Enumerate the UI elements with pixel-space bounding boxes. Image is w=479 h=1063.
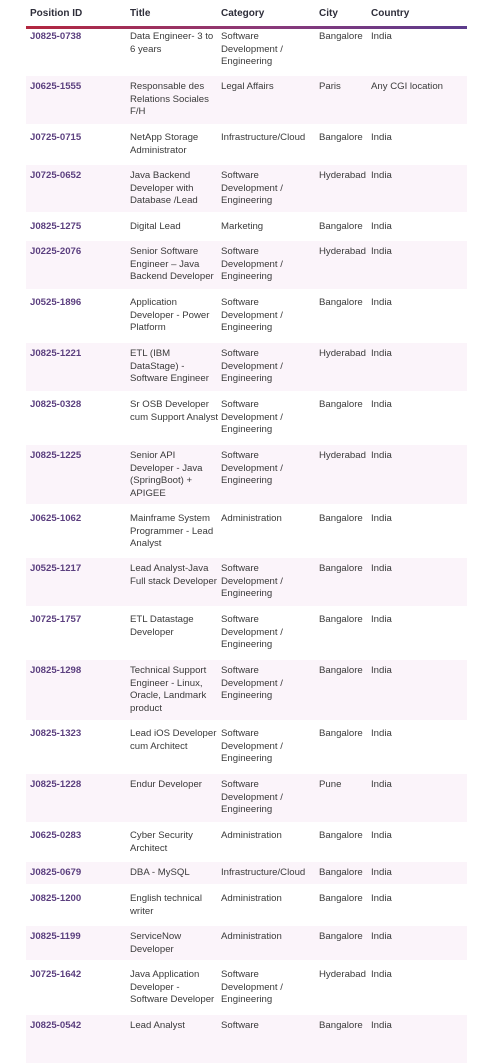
job-title: Data Engineer- 3 to 6 years	[130, 31, 214, 55]
job-title: Endur Developer	[130, 779, 202, 790]
job-title: English technical writer	[130, 893, 202, 917]
position-id-link[interactable]: J0825-1275	[30, 221, 82, 232]
table-row	[26, 888, 467, 922]
job-category: Software Development / Engineering	[221, 614, 283, 651]
job-country: India	[371, 297, 392, 308]
job-title: NetApp Storage Administrator	[130, 132, 199, 156]
position-id-link[interactable]: J0825-0679	[30, 867, 82, 878]
header-title[interactable]: Title	[130, 8, 151, 19]
job-city: Bangalore	[319, 893, 363, 904]
table-row	[26, 964, 467, 1012]
table-row	[26, 292, 467, 340]
job-category: Software Development / Engineering	[221, 348, 283, 385]
table-header	[26, 0, 467, 29]
job-city: Pune	[319, 779, 342, 790]
position-id-link[interactable]: J0225-2076	[30, 246, 82, 257]
job-category: Software Development / Engineering	[221, 563, 283, 600]
job-country: India	[371, 170, 392, 181]
job-title: Application Developer - Power Platform	[130, 297, 210, 334]
position-id-link[interactable]: J0625-1555	[30, 81, 82, 92]
job-country: India	[371, 221, 392, 232]
job-title: Responsable des Relations Sociales F/H	[130, 81, 209, 118]
job-category: Software Development / Engineering	[221, 399, 283, 436]
position-id-link[interactable]: J0725-0715	[30, 132, 82, 143]
job-city: Bangalore	[319, 399, 363, 410]
job-country: India	[371, 399, 392, 410]
table-row	[26, 343, 467, 391]
job-title: Java Application Developer - Software Developer	[130, 969, 215, 1006]
table-row	[26, 394, 467, 442]
job-title: DBA - MySQL	[130, 867, 190, 878]
table-row	[26, 774, 467, 822]
job-country: India	[371, 31, 392, 42]
table-row	[26, 76, 467, 124]
job-title: ServiceNow Developer	[130, 931, 182, 955]
position-id-link[interactable]: J0825-1199	[30, 931, 81, 942]
table-row	[26, 660, 467, 720]
job-category: Software Development / Engineering	[221, 246, 283, 283]
job-city: Hyderabad	[319, 348, 366, 359]
position-id-link[interactable]: J0525-1217	[30, 563, 82, 574]
job-city: Bangalore	[319, 1020, 363, 1031]
position-id-link[interactable]: J0825-0738	[30, 31, 82, 42]
job-country: India	[371, 779, 392, 790]
job-title: Lead Analyst	[130, 1020, 185, 1031]
job-country: India	[371, 614, 392, 625]
job-country: India	[371, 931, 392, 942]
position-id-link[interactable]: J0825-1221	[30, 348, 82, 359]
job-country: India	[371, 830, 392, 841]
table-row	[26, 127, 467, 161]
table-row	[26, 26, 467, 72]
job-title: ETL Datastage Developer	[130, 614, 194, 638]
header-category[interactable]: Category	[221, 8, 265, 19]
table-row	[26, 558, 467, 606]
job-title: Java Backend Developer with Database /Lead	[130, 170, 198, 207]
job-title: Lead iOS Developer cum Architect	[130, 728, 217, 752]
job-country: India	[371, 867, 392, 878]
job-city: Bangalore	[319, 614, 363, 625]
job-city: Bangalore	[319, 665, 363, 676]
job-country: India	[371, 665, 392, 676]
job-country: India	[371, 969, 392, 980]
position-id-link[interactable]: J0725-1642	[30, 969, 82, 980]
job-city: Bangalore	[319, 31, 363, 42]
job-title: Technical Support Engineer - Linux, Oracle, Landmark product	[130, 665, 207, 714]
job-category: Software Development / Engineering	[221, 170, 283, 207]
job-category: Software Development / Engineering	[221, 31, 283, 68]
job-country: India	[371, 728, 392, 739]
job-country: India	[371, 132, 392, 143]
job-city: Hyderabad	[319, 450, 366, 461]
job-country: India	[371, 1020, 392, 1031]
job-category: Software	[221, 1020, 259, 1031]
job-title: Senior API Developer - Java (SpringBoot) + APIGEE	[130, 450, 203, 499]
job-category: Administration	[221, 830, 282, 841]
job-city: Bangalore	[319, 513, 363, 524]
job-country: India	[371, 563, 392, 574]
job-city: Hyderabad	[319, 170, 366, 181]
job-category: Software Development / Engineering	[221, 450, 283, 487]
position-id-link[interactable]: J0525-1896	[30, 297, 82, 308]
job-country: Any CGI location	[371, 81, 443, 92]
job-category: Infrastructure/Cloud	[221, 132, 306, 143]
header-position-id[interactable]: Position ID	[30, 8, 83, 19]
job-country: India	[371, 450, 392, 461]
table-row	[26, 165, 467, 212]
job-category: Administration	[221, 513, 282, 524]
table-row	[26, 825, 467, 859]
job-category: Administration	[221, 931, 282, 942]
job-title: Lead Analyst-Java Full stack Developer	[130, 563, 217, 587]
position-id-link[interactable]: J0725-0652	[30, 170, 82, 181]
job-city: Hyderabad	[319, 969, 366, 980]
job-city: Bangalore	[319, 297, 363, 308]
job-city: Bangalore	[319, 728, 363, 739]
table-row	[26, 216, 467, 237]
position-id-link[interactable]: J0725-1757	[30, 614, 82, 625]
job-category: Marketing	[221, 221, 264, 232]
job-country: India	[371, 348, 392, 359]
header-city[interactable]: City	[319, 8, 338, 19]
job-country: India	[371, 513, 392, 524]
job-city: Bangalore	[319, 867, 363, 878]
job-city: Bangalore	[319, 931, 363, 942]
job-city: Hyderabad	[319, 246, 366, 257]
position-id-link[interactable]: J0825-1228	[30, 779, 82, 790]
job-title: Cyber Security Architect	[130, 830, 193, 854]
job-title: ETL (IBM DataStage) - Software Engineer	[130, 348, 209, 385]
position-id-link[interactable]: J0825-1298	[30, 665, 82, 676]
table-row	[26, 241, 467, 289]
table-row	[26, 609, 467, 657]
job-city: Paris	[319, 81, 341, 92]
position-id-link[interactable]: J0625-0283	[30, 830, 82, 841]
job-category: Legal Affairs	[221, 81, 274, 92]
table-row	[26, 1015, 467, 1063]
job-category: Infrastructure/Cloud	[221, 867, 306, 878]
job-category: Software Development / Engineering	[221, 728, 283, 765]
position-id-link[interactable]: J0825-1225	[30, 450, 82, 461]
job-city: Bangalore	[319, 830, 363, 841]
position-id-link[interactable]: J0625-1062	[30, 513, 82, 524]
table-row	[26, 445, 467, 504]
position-id-link[interactable]: J0825-0328	[30, 399, 82, 410]
table-row	[26, 862, 467, 884]
header-country[interactable]: Country	[371, 8, 410, 19]
job-country: India	[371, 246, 392, 257]
position-id-link[interactable]: J0825-1323	[30, 728, 82, 739]
position-id-link[interactable]: J0825-1200	[30, 893, 82, 904]
job-title: Digital Lead	[130, 221, 181, 232]
table-row	[26, 926, 467, 960]
job-category: Administration	[221, 893, 282, 904]
job-title: Mainframe System Programmer - Lead Analyst	[130, 513, 214, 550]
job-category: Software Development / Engineering	[221, 297, 283, 334]
job-category: Software Development / Engineering	[221, 779, 283, 816]
job-city: Bangalore	[319, 221, 363, 232]
job-title: Sr OSB Developer cum Support Analyst	[130, 399, 218, 423]
job-category: Software Development / Engineering	[221, 969, 283, 1006]
job-category: Software Development / Engineering	[221, 665, 283, 702]
position-id-link[interactable]: J0825-0542	[30, 1020, 82, 1031]
job-city: Bangalore	[319, 563, 363, 574]
job-country: India	[371, 893, 392, 904]
job-title: Senior Software Engineer – Java Backend Developer	[130, 246, 214, 283]
table-row	[26, 508, 467, 554]
job-city: Bangalore	[319, 132, 363, 143]
table-row	[26, 723, 467, 771]
